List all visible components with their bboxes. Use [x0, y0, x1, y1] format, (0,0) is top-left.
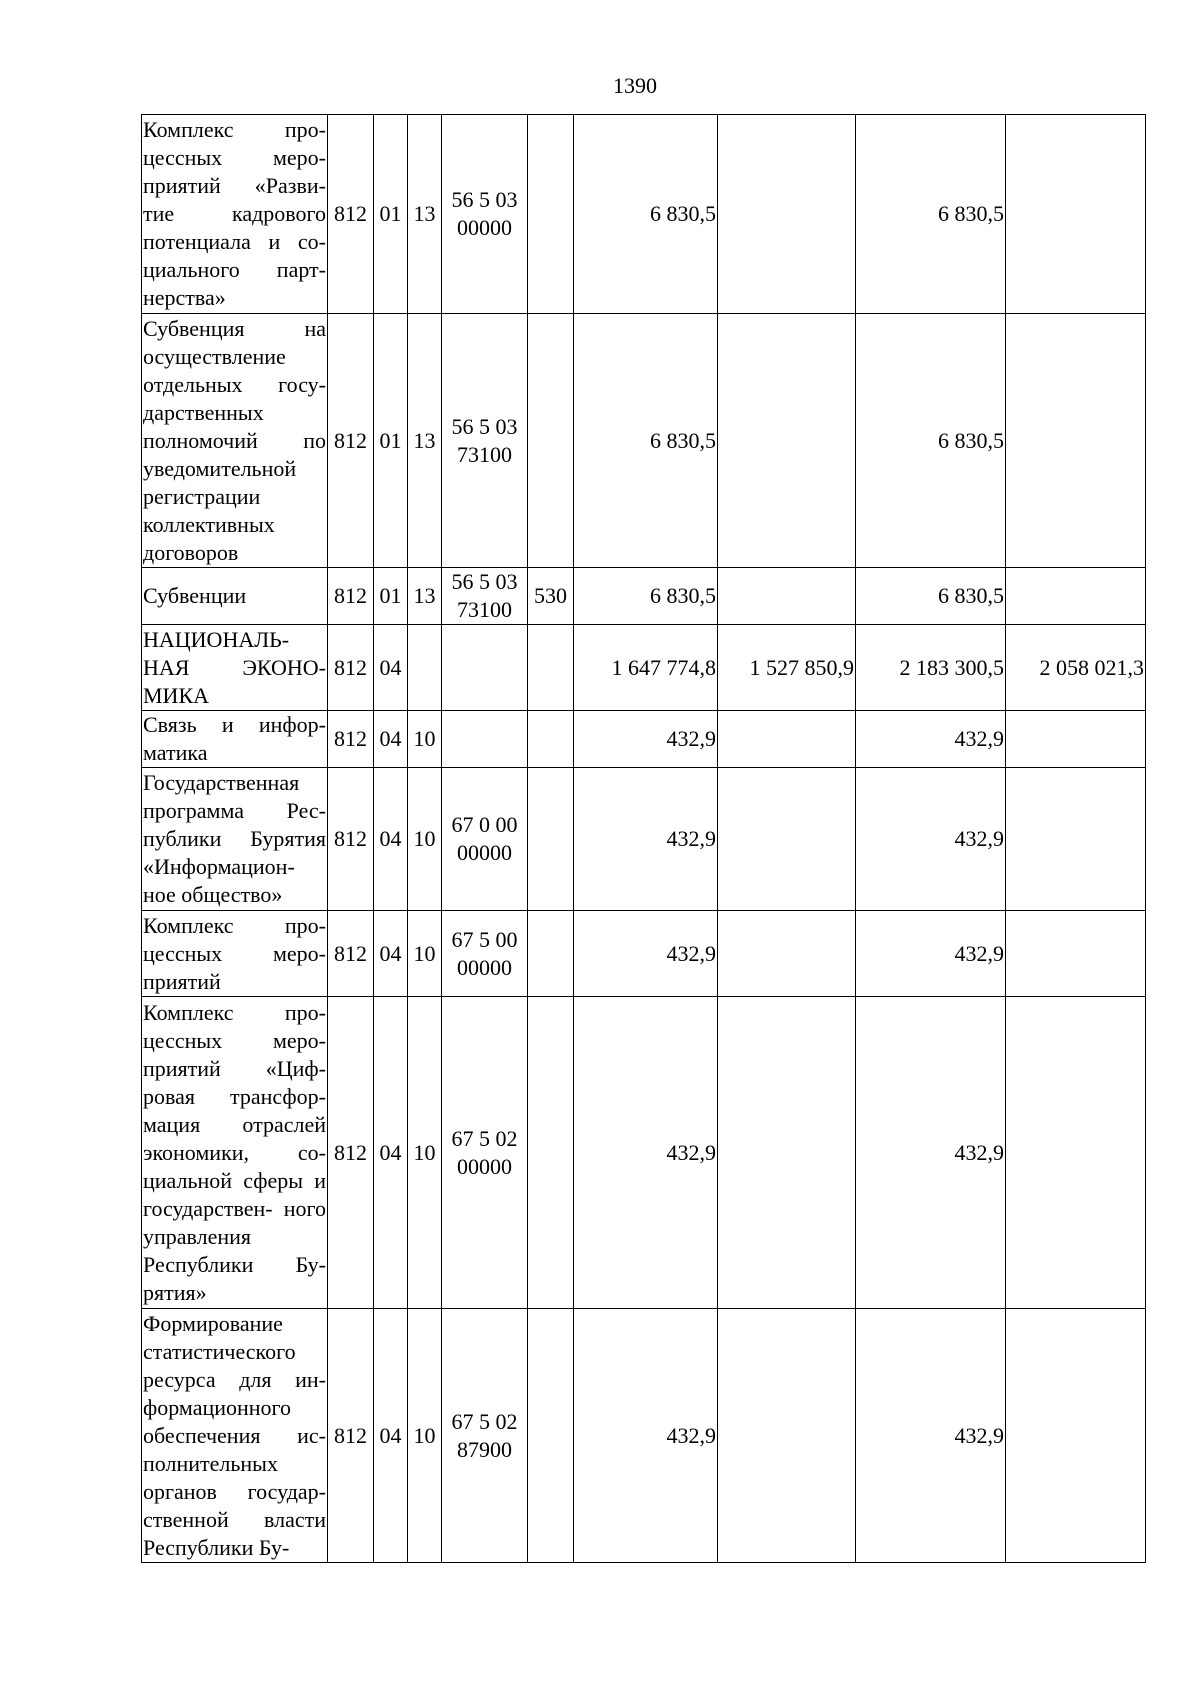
amount-3: 432,9	[856, 1309, 1006, 1563]
amount-3: 6 830,5	[856, 568, 1006, 625]
pr-code	[408, 625, 442, 711]
rz-code: 04	[374, 711, 408, 768]
rz-code: 04	[374, 911, 408, 997]
amount-4: 2 058 021,3	[1006, 625, 1146, 711]
table-row	[142, 997, 1146, 1309]
amount-2	[718, 768, 856, 911]
row-name: Связь и инфор- матика	[142, 711, 328, 768]
vr-code: 530	[528, 568, 574, 625]
amount-3: 432,9	[856, 997, 1006, 1309]
amount-1: 6 830,5	[574, 568, 718, 625]
amount-1: 432,9	[574, 911, 718, 997]
amount-2	[718, 115, 856, 314]
amount-3: 2 183 300,5	[856, 625, 1006, 711]
csr-code: 67 5 02 00000	[442, 997, 528, 1309]
amount-1: 432,9	[574, 768, 718, 911]
gr-code: 812	[328, 568, 374, 625]
rz-code: 04	[374, 768, 408, 911]
amount-2	[718, 997, 856, 1309]
csr-code: 56 5 03 73100	[442, 314, 528, 568]
budget-table	[141, 114, 1146, 1563]
gr-code: 812	[328, 768, 374, 911]
amount-4	[1006, 711, 1146, 768]
amount-1: 6 830,5	[574, 314, 718, 568]
gr-code: 812	[328, 711, 374, 768]
row-name: Государственная программа Рес- публики Бурятия «Информацион- ное общество»	[142, 768, 328, 911]
amount-4	[1006, 115, 1146, 314]
gr-code: 812	[328, 911, 374, 997]
row-name: Субвенции	[142, 568, 328, 625]
pr-code: 10	[408, 768, 442, 911]
csr-code	[442, 711, 528, 768]
csr-code	[442, 625, 528, 711]
csr-code: 56 5 03 00000	[442, 115, 528, 314]
row-name: Комплекс про- цессных меро- приятий	[142, 911, 328, 997]
vr-code	[528, 314, 574, 568]
table-row	[142, 768, 1146, 911]
amount-1: 432,9	[574, 997, 718, 1309]
rz-code: 01	[374, 568, 408, 625]
amount-2	[718, 568, 856, 625]
amount-2	[718, 711, 856, 768]
csr-code: 67 5 02 87900	[442, 1309, 528, 1563]
row-name: Формирование статистического ресурса для ин- формационного обеспечения ис- полнительных органов государ- ственной власти Республики Бу-	[142, 1309, 328, 1563]
gr-code: 812	[328, 314, 374, 568]
csr-code: 67 5 00 00000	[442, 911, 528, 997]
vr-code	[528, 768, 574, 911]
rz-code: 01	[374, 314, 408, 568]
gr-code: 812	[328, 115, 374, 314]
amount-1: 432,9	[574, 711, 718, 768]
csr-code: 67 0 00 00000	[442, 768, 528, 911]
amount-1: 432,9	[574, 1309, 718, 1563]
amount-3: 6 830,5	[856, 314, 1006, 568]
amount-2: 1 527 850,9	[718, 625, 856, 711]
amount-4	[1006, 768, 1146, 911]
pr-code: 13	[408, 568, 442, 625]
table-row	[142, 711, 1146, 768]
gr-code: 812	[328, 625, 374, 711]
table-row	[142, 314, 1146, 568]
table-row	[142, 911, 1146, 997]
rz-code: 04	[374, 997, 408, 1309]
amount-3: 6 830,5	[856, 115, 1006, 314]
gr-code: 812	[328, 1309, 374, 1563]
amount-3: 432,9	[856, 711, 1006, 768]
table-row	[142, 115, 1146, 314]
row-name: Комплекс про- цессных меро- приятий «Разви- тие кадрового потенциала и со- циального парт- нерства»	[142, 115, 328, 314]
amount-4	[1006, 911, 1146, 997]
table-row	[142, 568, 1146, 625]
vr-code	[528, 911, 574, 997]
amount-4	[1006, 568, 1146, 625]
row-name: Комплекс про- цессных меро- приятий «Циф- ровая трансфор- мация отраслей экономики, со- циальной сферы и государствен- ного управления Республики Бу- рятия»	[142, 997, 328, 1309]
table-row	[142, 625, 1146, 711]
gr-code: 812	[328, 997, 374, 1309]
rz-code: 01	[374, 115, 408, 314]
amount-1: 1 647 774,8	[574, 625, 718, 711]
csr-code: 56 5 03 73100	[442, 568, 528, 625]
vr-code	[528, 1309, 574, 1563]
amount-1: 6 830,5	[574, 115, 718, 314]
amount-3: 432,9	[856, 768, 1006, 911]
pr-code: 10	[408, 711, 442, 768]
page-number: 1390	[613, 73, 657, 98]
vr-code	[528, 997, 574, 1309]
rz-code: 04	[374, 1309, 408, 1563]
rz-code: 04	[374, 625, 408, 711]
amount-3: 432,9	[856, 911, 1006, 997]
pr-code: 13	[408, 314, 442, 568]
amount-4	[1006, 1309, 1146, 1563]
vr-code	[528, 625, 574, 711]
pr-code: 10	[408, 1309, 442, 1563]
vr-code	[528, 711, 574, 768]
table-row	[142, 1309, 1146, 1563]
amount-2	[718, 1309, 856, 1563]
amount-2	[718, 314, 856, 568]
vr-code	[528, 115, 574, 314]
pr-code: 10	[408, 911, 442, 997]
row-name: НАЦИОНАЛЬ- НАЯ ЭКОНО- МИКА	[142, 625, 328, 711]
amount-4	[1006, 997, 1146, 1309]
pr-code: 13	[408, 115, 442, 314]
amount-4	[1006, 314, 1146, 568]
amount-2	[718, 911, 856, 997]
row-name: Субвенция на осуществление отдельных госу- дарственных полномочий по уведомительной регистрации коллективных договоров	[142, 314, 328, 568]
pr-code: 10	[408, 997, 442, 1309]
